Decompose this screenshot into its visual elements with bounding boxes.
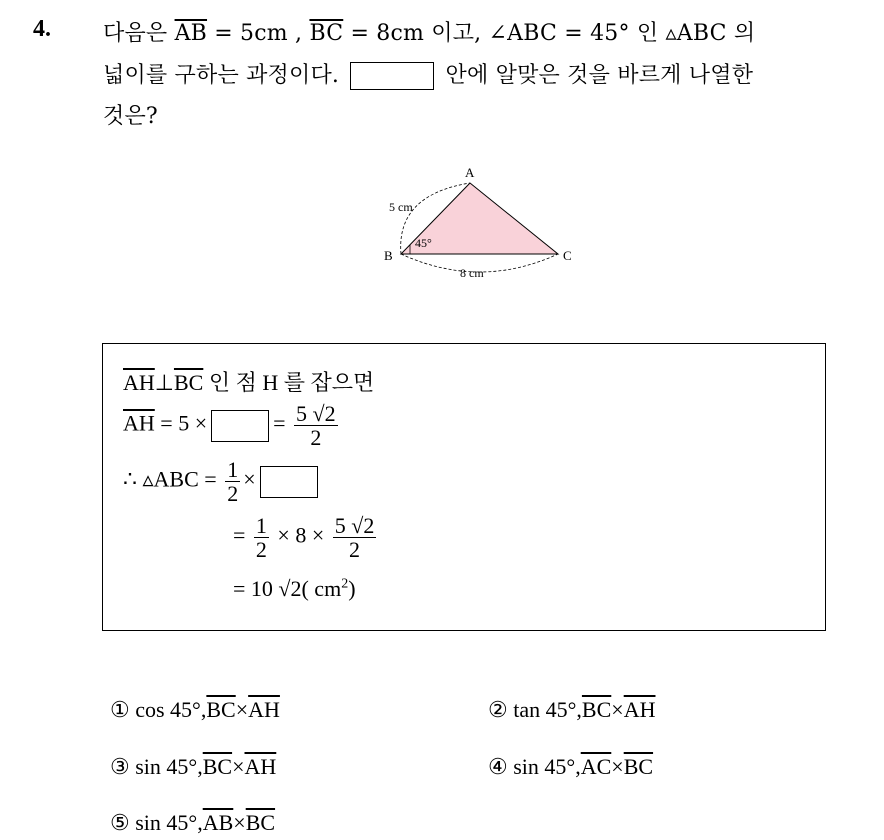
option-function: cos 45°,: [135, 697, 207, 722]
numerator: 1: [227, 457, 239, 482]
option-marker: ④: [488, 754, 508, 779]
option-operator: ×: [611, 754, 624, 779]
denominator: 2: [227, 481, 239, 507]
fraction: [294, 402, 338, 449]
process-text: = 10 √2( cm: [233, 576, 342, 601]
question-text: = 5cm ,: [214, 21, 303, 46]
option-segment: $\overline{BC}$: [581, 697, 612, 722]
numerator: 1: [255, 513, 267, 538]
vertex-a-label: A: [465, 165, 475, 180]
blank-box: [350, 62, 434, 90]
option-segment: $\overline{AB}$: [202, 810, 234, 835]
process-line-4: [233, 514, 379, 561]
numerator: 5 √2: [334, 513, 375, 538]
option-segment: $\overline{AH}$: [244, 754, 277, 779]
process-text: =: [233, 522, 246, 548]
process-text: =: [273, 410, 286, 436]
question-line-3: 것은?: [103, 104, 158, 129]
perp-symbol: ⊥: [154, 370, 174, 395]
angle-label: 45°: [415, 236, 432, 250]
fraction: [225, 458, 240, 505]
process-box: [102, 343, 826, 631]
segment-ah: $\overline{AH}$: [123, 410, 155, 436]
fraction: [333, 514, 377, 561]
process-text: ∴ ▵ABC =: [123, 466, 217, 492]
segment-ah: $\overline{AH}$: [123, 370, 155, 395]
option-segment: $\overline{BC}$: [202, 754, 233, 779]
denominator: 2: [333, 537, 377, 561]
option-operator: ×: [611, 697, 624, 722]
question-line-1: [103, 16, 755, 47]
option-3[interactable]: [110, 754, 276, 780]
option-operator: ×: [233, 810, 246, 835]
process-line-1: [123, 366, 374, 397]
option-marker: ⑤: [110, 810, 130, 835]
bc-length-label: 8 cm: [460, 266, 484, 280]
option-function: sin 45°,: [135, 810, 203, 835]
process-text: × 8 ×: [277, 522, 325, 548]
process-text: = 5 ×: [160, 410, 208, 436]
option-function: sin 45°,: [135, 754, 203, 779]
segment-ab: $\overline{AB}$: [174, 21, 208, 46]
option-operator: ×: [235, 697, 249, 722]
option-1[interactable]: [110, 697, 280, 723]
process-text: ×: [243, 466, 256, 492]
fraction: [254, 514, 269, 561]
option-segment: $\overline{AC}$: [580, 754, 612, 779]
ab-length-label: 5 cm: [389, 200, 413, 214]
vertex-c-label: C: [563, 248, 572, 263]
question-text: 넓이를 구하는 과정이다.: [103, 63, 340, 88]
process-text: ): [348, 576, 356, 601]
option-segment: $\overline{AH}$: [248, 697, 280, 722]
option-marker: ②: [488, 697, 508, 722]
option-segment: $\overline{BC}$: [245, 810, 276, 835]
question-text: = 8cm 이고, ∠ABC = 45° 인 ▵ABC 의: [350, 21, 756, 46]
denominator: 2: [255, 537, 267, 563]
option-operator: ×: [232, 754, 245, 779]
question-text: 다음은: [103, 21, 168, 46]
segment-bc: $\overline{BC}$: [309, 21, 344, 46]
superscript: 2: [341, 576, 349, 592]
process-line-2: [123, 402, 341, 449]
option-function: sin 45°,: [513, 754, 581, 779]
option-5[interactable]: [110, 810, 275, 836]
option-segment: $\overline{AH}$: [623, 697, 656, 722]
question-line-2: [103, 58, 753, 90]
blank-box: [211, 410, 269, 442]
option-segment: $\overline{BC}$: [206, 697, 236, 722]
option-marker: ③: [110, 754, 130, 779]
question-text: 안에 알맞은 것을 바르게 나열한: [445, 63, 754, 88]
option-marker: ①: [110, 697, 130, 722]
denominator: 2: [294, 425, 338, 449]
blank-box: [260, 466, 318, 498]
process-line-5: [233, 576, 356, 602]
option-function: tan 45°,: [513, 697, 582, 722]
option-4[interactable]: [488, 754, 653, 780]
option-2[interactable]: [488, 697, 655, 723]
segment-bc: $\overline{BC}$: [173, 370, 204, 395]
triangle-figure: [370, 155, 610, 295]
vertex-b-label: B: [384, 248, 393, 263]
process-text: 인 점 H 를 잡으면: [208, 370, 375, 395]
numerator: 5 √2: [296, 401, 336, 426]
option-segment: $\overline{BC}$: [623, 754, 654, 779]
question-number: 4.: [33, 16, 51, 42]
process-line-3: [123, 458, 322, 505]
